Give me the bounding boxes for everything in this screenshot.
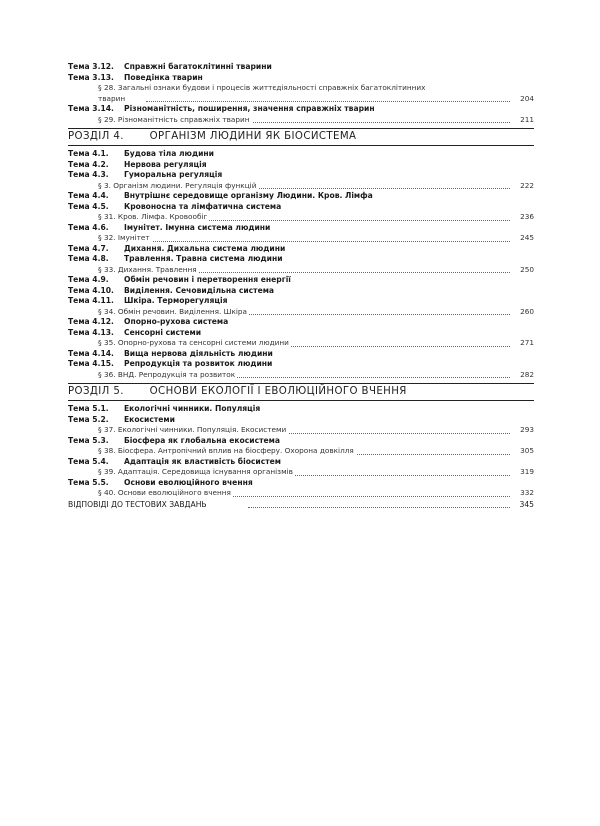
paragraph-row[interactable] <box>68 265 534 276</box>
page-number: 204 <box>520 93 534 103</box>
topic-row[interactable] <box>68 223 534 234</box>
topic-number: Тема 4.14. <box>68 348 114 358</box>
topic-row[interactable] <box>68 478 534 489</box>
topic-title: Поведінка тварин <box>124 72 203 82</box>
topic-row[interactable] <box>68 457 534 468</box>
paragraph-title-line2: тварин <box>98 93 126 103</box>
toc-answers-entry[interactable] <box>68 499 534 510</box>
topic-row[interactable] <box>68 286 534 297</box>
topic-row[interactable] <box>68 191 534 202</box>
topic-row[interactable] <box>68 73 534 84</box>
topic-number: Тема 4.15. <box>68 359 114 368</box>
topic-title: Екосистеми <box>124 414 175 424</box>
paragraph-row[interactable] <box>68 488 534 499</box>
paragraph-title: § 39. Адаптація. Середовища існування організмів <box>98 467 293 476</box>
topic-number: Тема 4.8. <box>68 254 109 263</box>
topic-number: Тема 4.4. <box>68 191 109 200</box>
topic-title: Екологічні чинники. Популяція <box>124 404 261 413</box>
topic-row[interactable] <box>68 415 534 426</box>
topic-row[interactable] <box>68 160 534 171</box>
topic-title: Виділення. Сечовидільна система <box>124 285 275 295</box>
topic-title: Дихання. Дихальна система людини <box>124 243 286 253</box>
topic-row[interactable] <box>68 275 534 286</box>
paragraph-row[interactable] <box>68 467 534 478</box>
section-title: ОРГАНІЗМ ЛЮДИНИ ЯК БІОСИСТЕМА <box>149 131 357 142</box>
page-number: 282 <box>520 369 534 379</box>
paragraph-title: § 40. Основи еволюційного вчення <box>98 488 231 497</box>
topic-row[interactable] <box>68 349 534 360</box>
page-number: 293 <box>520 425 534 434</box>
topic-row[interactable] <box>68 436 534 447</box>
section-heading-5 <box>68 383 534 401</box>
paragraph-row[interactable] <box>68 115 534 126</box>
topic-row[interactable] <box>68 404 534 415</box>
topic-number: Тема 4.5. <box>68 201 109 211</box>
topic-number: Тема 3.14. <box>68 104 114 113</box>
topic-number: Тема 3.12. <box>68 62 114 71</box>
topic-number: Тема 4.9. <box>68 275 109 284</box>
topic-row[interactable] <box>68 254 534 265</box>
paragraph-title: § 37. Екологічні чинники. Популяція. Екосистеми <box>98 425 287 434</box>
paragraph-title: § 33. Дихання. Травлення <box>98 264 197 274</box>
topic-title: Репродукція та розвиток людини <box>124 359 273 368</box>
topic-row[interactable] <box>68 202 534 213</box>
page-number: 211 <box>520 114 534 124</box>
paragraph-title: § 36. ВНД. Репродукція та розвиток <box>98 369 236 379</box>
topic-title: Основи еволюційного вчення <box>124 477 253 487</box>
page-number: 260 <box>520 306 534 316</box>
topic-title: Сенсорні системи <box>124 327 202 337</box>
topic-title: Біосфера як глобальна екосистема <box>124 435 280 445</box>
page-number: 332 <box>520 488 534 497</box>
topic-row[interactable] <box>68 62 534 73</box>
paragraph-title: § 29. Різноманітність справжніх тварин <box>98 114 250 124</box>
paragraph-row[interactable] <box>68 307 534 318</box>
topic-number: Тема 4.11. <box>68 296 114 305</box>
topic-number: Тема 4.2. <box>68 159 109 169</box>
paragraph-title-line2-wrap <box>98 94 504 105</box>
topic-title: Внутрішнє середовище організму Людини. Кров. Лімфа <box>124 191 373 200</box>
topic-title: Кровоносна та лімфатична система <box>124 201 282 211</box>
topic-row[interactable] <box>68 317 534 328</box>
paragraph-row[interactable] <box>68 233 534 244</box>
topic-number: Тема 5.4. <box>68 456 109 466</box>
section-heading-4 <box>68 128 534 146</box>
topic-row[interactable] <box>68 104 534 115</box>
paragraph-row[interactable] <box>68 370 534 381</box>
topic-title: Вища нервова діяльність людини <box>124 348 273 358</box>
page-number: 345 <box>519 499 534 509</box>
page-number: 305 <box>520 446 534 455</box>
topic-number: Тема 5.5. <box>68 477 109 487</box>
topic-title: Травлення. Травна система людини <box>124 254 283 263</box>
topic-row[interactable] <box>68 244 534 255</box>
answers-label: ВІДПОВІДІ ДО ТЕСТОВИХ ЗАВДАНЬ <box>68 499 207 509</box>
topic-row[interactable] <box>68 328 534 339</box>
page-number: 222 <box>520 180 534 190</box>
paragraph-title: § 35. Опорно-рухова та сенсорні системи людини <box>98 338 289 347</box>
topic-number: Тема 3.13. <box>68 72 114 82</box>
table-of-contents <box>68 62 534 510</box>
section-number: РОЗДІЛ 4. <box>68 131 124 142</box>
topic-title: Гуморальна регуляція <box>124 170 223 179</box>
paragraph-title: § 38. Біосфера. Антропічний вплив на біосферу. Охорона довкілля <box>98 446 354 455</box>
page-number: 271 <box>520 338 534 347</box>
paragraph-row[interactable] <box>68 425 534 436</box>
topic-row[interactable] <box>68 170 534 181</box>
section-number: РОЗДІЛ 5. <box>68 386 124 397</box>
topic-title: Справжні багатоклітинні тварини <box>124 62 272 71</box>
topic-title: Нервова регуляція <box>124 159 207 169</box>
paragraph-title: § 3. Організм людини. Регуляція функцій <box>98 180 257 190</box>
paragraph-row[interactable] <box>68 338 534 349</box>
paragraph-row[interactable] <box>68 83 534 104</box>
page-number: 319 <box>520 467 534 476</box>
toc-block-animals <box>68 62 534 125</box>
topic-row[interactable] <box>68 149 534 160</box>
paragraph-title: § 31. Кров. Лімфа. Кровообіг <box>98 212 208 221</box>
section-title: ОСНОВИ ЕКОЛОГІЇ І ЕВОЛЮЦІЙНОГО ВЧЕННЯ <box>149 386 407 397</box>
paragraph-title: § 34. Обмін речовин. Виділення. Шкіра <box>98 306 247 316</box>
paragraph-title: § 32. Імунітет <box>98 233 150 242</box>
page-number: 245 <box>520 233 534 242</box>
topic-number: Тема 4.3. <box>68 170 109 179</box>
topic-number: Тема 5.2. <box>68 414 109 424</box>
toc-block-human <box>68 149 534 380</box>
page-number: 250 <box>520 264 534 274</box>
topic-row[interactable] <box>68 296 534 307</box>
topic-number: Тема 4.13. <box>68 327 114 337</box>
topic-row[interactable] <box>68 359 534 370</box>
paragraph-row[interactable] <box>68 446 534 457</box>
topic-title: Різноманітність, поширення, значення справжніх тварин <box>124 104 375 113</box>
page-number: 236 <box>520 212 534 221</box>
topic-number: Тема 4.1. <box>68 149 109 158</box>
topic-title: Обмін речовин і перетворення енергії <box>124 275 291 284</box>
topic-title: Адаптація як властивість біосистем <box>124 456 282 466</box>
topic-number: Тема 4.12. <box>68 317 114 326</box>
topic-title: Імунітет. Імунна система людини <box>124 222 271 232</box>
paragraph-row[interactable] <box>68 181 534 192</box>
topic-number: Тема 4.10. <box>68 285 114 295</box>
paragraph-title-line1: § 28. Загальні ознаки будови і процесів життєдіяльності справжніх багатоклітинних <box>98 83 426 92</box>
topic-title: Опорно-рухова система <box>124 317 229 326</box>
topic-title: Шкіра. Терморегуляція <box>124 296 228 305</box>
toc-block-ecology <box>68 404 534 499</box>
topic-title: Будова тіла людини <box>124 149 214 158</box>
topic-number: Тема 4.6. <box>68 222 109 232</box>
paragraph-row[interactable] <box>68 212 534 223</box>
topic-number: Тема 5.3. <box>68 435 109 445</box>
topic-number: Тема 4.7. <box>68 243 109 253</box>
topic-number: Тема 5.1. <box>68 404 109 413</box>
